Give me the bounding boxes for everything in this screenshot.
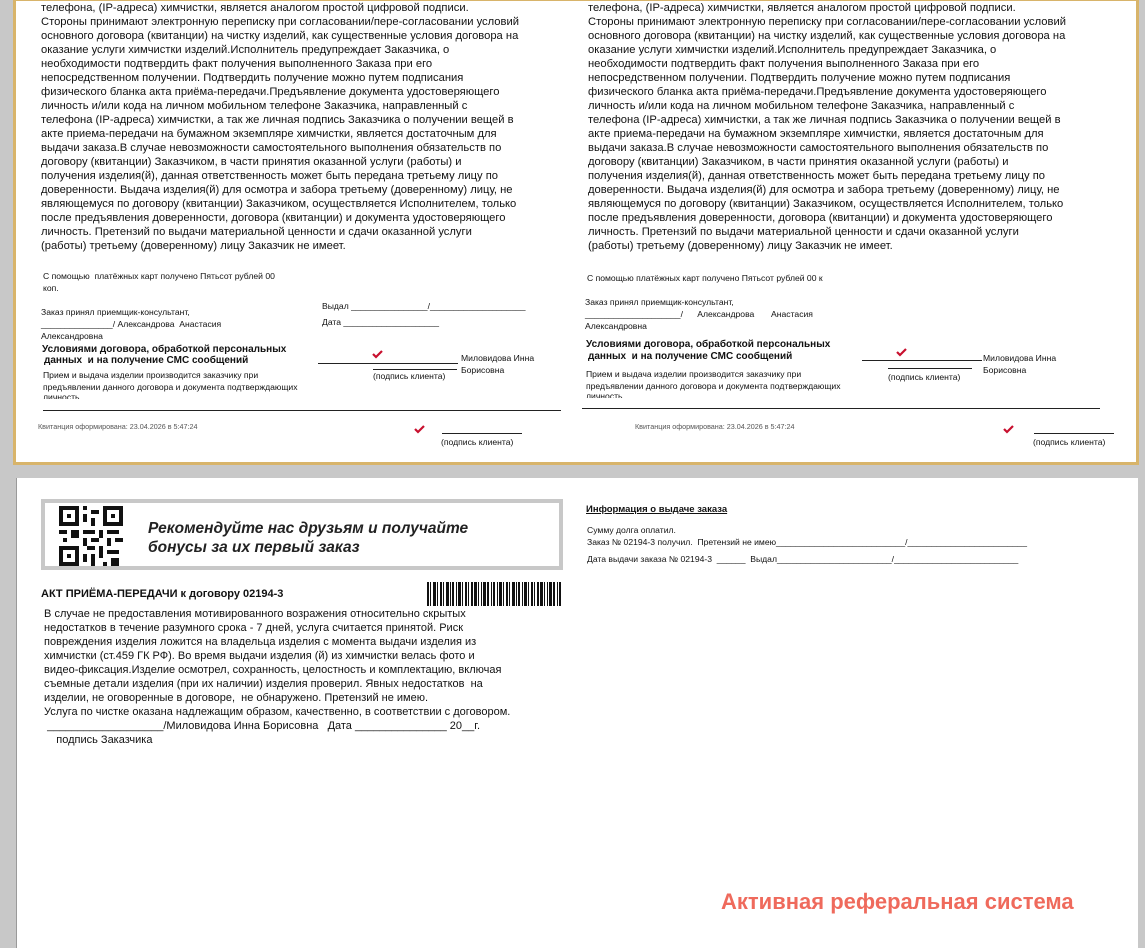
- right-bottom-signature-caption: (подпись клиента): [1033, 437, 1106, 447]
- right-signature-caption: (подпись клиента): [888, 372, 961, 382]
- left-divider: [43, 410, 561, 411]
- left-terms-text: телефона, (IP-адреса) химчистки, является аналогом простой цифровой подписи. Стороны принимают электронную переписку при согласовании/пере-согласовании условий основного договора (квитанции) на чистку изделий, как существенные условия договора на оказание услуги химчистки изделий.Исполнитель предупреждает Заказчика, о необходимости подтвердить факт получения выполненного Заказа при его непосредственном получении. Подтвердить получение можно путем подписания физического бланка акта приёма-передачи.Предъявление документа удостоверяющего личность и/или кода на личном мобильном телефоне Заказчика, направленный с телефона (IP-адреса) химчистки, а так же личная подпись Заказчика о получении вещей в акте приема-передачи на бумажном экземпляре химчистки, является достаточным для выдачи заказа.В случае невозможности самостоятельного выполнения обязательств по договору (квитанции) Заказчиком, в части принятия оказанной услуги (работы) и получения изделия(й), данная ответственность может быть передана третьему лицу по доверенности. Выдача изделия(й) для осмотра и забора третьему (доверенному) лицу, не являющемуся по договору (квитанции) Заказчиком, осуществляется Исполнителем, только после предъявления доверенности, договора (квитанции) и документа удостоверяющего личность. Претензий по выдачи материальной ценности и сдачи оказанной услуги (работы) третьему (доверенному) лицу Заказчик не имеет.: [41, 2, 519, 252]
- left-bottom-check-icon: [414, 425, 425, 434]
- promo-text: Рекомендуйте нас друзьям и получайте бонусы за их первый заказ: [148, 520, 469, 556]
- right-accepted-by: Заказ принял приемщик-консультант,: [585, 297, 734, 307]
- right-issuance-note2: предъявлении данного договора и документа подтверждающих: [586, 381, 841, 391]
- receipt-sheet: [13, 0, 1139, 465]
- left-client-name2: Борисовна: [461, 365, 505, 375]
- right-signature-line: [862, 360, 982, 361]
- left-bottom-signature-caption: (подпись клиента): [441, 437, 514, 447]
- referral-system-label: Активная реферальная система: [721, 889, 1074, 914]
- issue-order-received: Заказ № 02194-3 получил. Претензий не имею___________________________/_________________________: [587, 537, 1027, 547]
- left-consent-title2: данных и на получение СМС сообщений: [44, 355, 249, 366]
- left-date-field: Дата ____________________: [322, 317, 440, 327]
- right-issuance-note3: личность: [586, 391, 623, 398]
- left-formed-at: Квитанция оформирована: 23.04.2026 в 5:47:24: [38, 422, 198, 431]
- left-payment-line: С помощью платёжных карт получено Пятьсот рублей 00: [43, 271, 275, 281]
- left-accepted-by: Заказ принял приемщик-консультант,: [41, 307, 190, 317]
- right-bottom-signature-line: [1034, 433, 1114, 434]
- act-sheet: [16, 478, 1138, 948]
- left-accepted-name2: Александровна: [41, 331, 103, 341]
- left-issuance-note3: личность: [43, 392, 80, 399]
- left-issued-field: Выдал ________________/____________________: [322, 301, 526, 311]
- left-accepted-name: _______________/ Александрова Анастасия: [41, 319, 222, 329]
- left-payment-line2: коп.: [43, 283, 59, 293]
- left-signature-line-2: [373, 369, 457, 370]
- act-title: АКТ ПРИЁМА-ПЕРЕДАЧИ к договору 02194-3: [41, 588, 284, 600]
- left-client-name: Миловидова Инна: [461, 353, 535, 363]
- left-issuance-note: Прием и выдача изделии производится заказчику при: [43, 370, 259, 380]
- issue-debt-paid: Сумму долга оплатил.: [587, 525, 676, 535]
- right-formed-at: Квитанция оформирована: 23.04.2026 в 5:47:24: [635, 422, 795, 431]
- referral-promo-banner: [41, 499, 563, 570]
- right-terms-text: телефона, (IP-адреса) химчистки, является аналогом простой цифровой подписи. Стороны принимают электронную переписку при согласовании/пере-согласовании условий основного договора (квитанции) на чистку изделий, как существенные условия договора на оказание услуги химчистки изделий.Исполнитель предупреждает Заказчика, о необходимости подтвердить факт получения выполненного Заказа при его непосредственном получении. Подтвердить получение можно путем подписания физического бланка акта приёма-передачи.Предъявление документа удостоверяющего личность и/или кода на личном мобильном телефоне Заказчика, направленный с телефона (IP-адреса) химчистки, а так же личная подпись Заказчика о получении вещей в акте приема-передачи на бумажном экземпляре химчистки, является достаточным для выдачи заказа.В случае невозможности самостоятельного выполнения обязательств по договору (квитанции) Заказчиком, в части принятия оказанной услуги (работы) и получения изделия(й), данная ответственность может быть передана третьему лицу по доверенности. Выдача изделия(й) для осмотра и забора третьему (доверенному) лицу, не являющемуся по договору (квитанции) Заказчиком, осуществляется Исполнителем, только после предъявления доверенности, договора (квитанции) и документа удостоверяющего личность. Претензий по выдачи материальной ценности и сдачи оказанной услуги (работы) третьему (доверенному) лицу Заказчик не имеет.: [588, 2, 1066, 252]
- right-accepted-name2: Александровна: [585, 321, 647, 331]
- right-consent-title2: данных и на получение СМС сообщений: [588, 351, 793, 362]
- right-signature-line-2: [888, 368, 972, 369]
- left-consent-check-icon: [372, 350, 383, 359]
- right-client-name2: Борисовна: [983, 365, 1027, 375]
- right-consent-check-icon: [896, 348, 907, 357]
- left-signature-line: [318, 363, 458, 364]
- left-issuance-note2: предъявлении данного договора и документа подтверждающих: [43, 382, 298, 392]
- right-payment-line: С помощью платёжных карт получено Пятьсот рублей 00 к: [587, 273, 823, 283]
- right-issuance-note: Прием и выдача изделии производится заказчику при: [586, 369, 802, 379]
- right-accepted-name: ____________________/ Александрова Анастасия: [585, 309, 813, 319]
- issue-info-title: Информация о выдаче заказа: [586, 504, 728, 515]
- right-bottom-check-icon: [1003, 425, 1014, 434]
- right-divider: [582, 408, 1100, 409]
- left-signature-caption: (подпись клиента): [373, 371, 446, 381]
- right-consent-title: Условиями договора, обработкой персональных: [586, 339, 831, 350]
- issue-date-line: Дата выдачи заказа № 02194-3 ______ Выдал________________________/__________________________: [587, 554, 1019, 564]
- qr-code-icon: [59, 506, 123, 571]
- right-client-name: Миловидова Инна: [983, 353, 1057, 363]
- left-bottom-signature-line: [442, 433, 522, 434]
- act-body-text: В случае не предоставления мотивированного возражения относительно скрытых недостатков в течение разумного срока - 7 дней, услуга считается принятой. Риск повреждения изделия ложится на владельца изделия с момента выдачи изделия из химчистки (ст.459 ГК РФ). Во время выдачи изделия (й) из химчистки велась фото и видео-фиксация.Изделие осмотрел, сохранность, целостность и комплектацию, включая съемные детали изделия (при их наличии) изделия проверил. Явных недостатков на изделии, не оговоренные в договоре, не обнаружено. Претензий не имею. Услуга по чистке оказана надлежащим образом, качественно, в соответствии с договором. ___________________/Миловидова Инна Борисовна Дата _______________ 20__г. подпись Заказчика: [44, 608, 511, 746]
- left-consent-title: Условиями договора, обработкой персональных: [42, 344, 287, 355]
